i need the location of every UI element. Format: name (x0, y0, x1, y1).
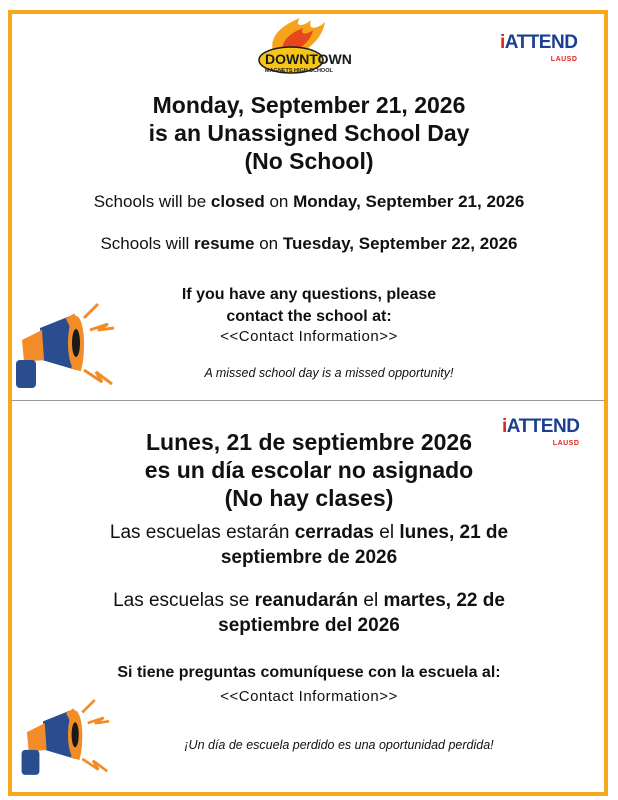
english-slogan: A missed school day is a missed opportunity! (204, 366, 454, 380)
english-title-line1: Monday, September 21, 2026 (152, 92, 466, 118)
english-contact: <<Contact Information>> (220, 328, 398, 345)
spanish-title-line3: (No hay clases) (224, 485, 394, 511)
iattend-word: ATTEND (504, 32, 578, 53)
logo-name: DOWNTOWN (265, 51, 352, 67)
spanish-contact: <<Contact Information>> (220, 688, 398, 705)
english-title (0, 91, 618, 175)
english-title-line3: (No School) (244, 148, 374, 174)
iattend-logo (500, 32, 578, 63)
iattend-i: i (500, 32, 505, 53)
school-logo (245, 16, 375, 78)
spanish-title (0, 428, 618, 512)
spanish-resume-line: Las escuelas se reanudarán el martes, 22 de septiembre del 2026 (113, 590, 505, 636)
logo-subtitle: MAGNETS HIGH SCHOOL (265, 68, 333, 74)
english-resume-line: Schools will resume on Tuesday, September 22, 2026 (100, 234, 518, 253)
section-divider (12, 400, 604, 401)
spanish-closed-line: Las escuelas estarán cerradas el lunes, 21 de septiembre de 2026 (109, 522, 509, 568)
iattend-i: i (502, 416, 507, 437)
english-question: If you have any questions, please contact the school at: (181, 286, 437, 325)
english-closed-line: Schools will be closed on Monday, September 21, 2026 (93, 192, 525, 211)
spanish-question: Si tiene preguntas comuníquese con la escuela al: (117, 664, 501, 681)
iattend-sub: LAUSD (550, 56, 578, 63)
english-title-line2: is an Unassigned School Day (148, 120, 470, 146)
megaphone-icon (12, 300, 124, 400)
iattend-sub: LAUSD (552, 440, 580, 447)
spanish-title-line2: es un día escolar no asignado (144, 457, 474, 483)
spanish-slogan: ¡Un día de escuela perdido es una oportunidad perdida! (184, 738, 494, 752)
iattend-word: ATTEND (506, 416, 580, 437)
megaphone-icon (18, 696, 118, 786)
spanish-title-line1: Lunes, 21 de septiembre 2026 (146, 429, 472, 455)
